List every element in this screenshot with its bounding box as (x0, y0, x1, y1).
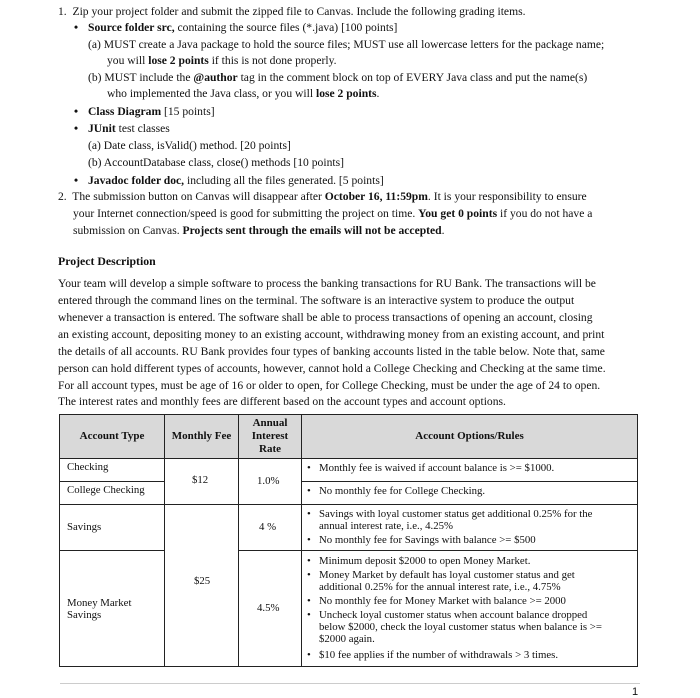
account-money-market-savings: Savings (67, 609, 102, 621)
text: The submission button on Canvas will disappear after (72, 190, 325, 203)
header-text: Interest (251, 430, 289, 442)
paragraph-line: For all account types, must be age of 16 or older to open, for College Checking, must be under the age of 24 to open. (58, 379, 601, 392)
text: if this is not done properly. (208, 54, 337, 67)
account-money-market: Money Market (67, 597, 132, 609)
header-text: Annual (252, 417, 288, 429)
footer-divider (60, 683, 640, 684)
class-diagram-rest: [15 points] (161, 105, 215, 118)
header-interest-rate (238, 414, 302, 459)
junit-item-a: (a) Date class, isValid() method. [20 points] (88, 139, 291, 152)
item-2-line1 (58, 189, 587, 204)
opt-savings-2: • No monthly fee for Savings with balance >= $500 (319, 534, 536, 547)
deadline: October 16, 11:59pm (324, 190, 428, 203)
paragraph-line: entered through the command lines on the terminal. The software is an interactive system to produce the output (58, 294, 575, 307)
bold-text: Projects sent through the emails will not be accepted (182, 224, 442, 237)
text: submission on Canvas. (73, 224, 183, 237)
opt-savings-1a: • Savings with loyal customer status get additional 0.25% for the (319, 508, 592, 521)
header-text: Rate (259, 443, 281, 455)
text: . (441, 224, 445, 237)
item-2-line2 (73, 206, 592, 221)
text: who implemented the Java class, or you will (107, 87, 316, 100)
paragraph-line: Your team will develop a simple software to process the banking transactions for RU Bank. The transactions will be (58, 277, 596, 290)
opt-savings-1b: annual interest rate, i.e., 4.25% (319, 520, 454, 532)
paragraph-line: whenever a transaction is entered. The software shall be able to process transactions of opening an account, closing (58, 311, 593, 324)
junit-label: JUnit (88, 122, 116, 135)
account-savings: Savings (67, 521, 102, 533)
account-checking: Checking (67, 461, 109, 473)
source-rule-a-line2 (107, 53, 337, 68)
source-rule-b-line2 (107, 86, 379, 101)
item-1-line (58, 4, 526, 19)
paragraph-line: an existing account, depositing money to an existing account, withdrawing money from an existing account, and print (58, 328, 605, 341)
text: (b) MUST include the (88, 71, 194, 84)
paragraph-line: The interest rates and monthly fees are different based on the account types and account options. (58, 395, 506, 408)
opt-mm-4b: below $2000, check the loyal customer status when balance is >= (319, 621, 602, 633)
item-number: 2. (58, 190, 67, 203)
account-college-checking: College Checking (67, 484, 145, 496)
opt-mm-2a: • Money Market by default has loyal customer status and get (319, 569, 575, 582)
fee-12: $12 (192, 474, 209, 486)
paragraph-line: the details of all accounts. RU Bank provides four types of banking accounts listed in the table below. Note that, same (58, 345, 605, 358)
text: your Internet connection/speed is good for submitting the project on time. (73, 207, 419, 220)
bullet-junit (88, 121, 170, 136)
item-2-line3 (73, 223, 445, 238)
bold-text: lose 2 points (315, 87, 377, 100)
junit-item-b: (b) AccountDatabase class, close() methods [10 points] (88, 156, 344, 169)
opt-college: • No monthly fee for College Checking. (319, 485, 485, 498)
text: . (376, 87, 380, 100)
bullet-source-folder (88, 20, 397, 35)
opt-mm-4c: $2000 again. (319, 633, 375, 645)
bullet-javadoc (88, 173, 384, 188)
junit-rest: test classes (115, 122, 170, 135)
rate-4: 4 % (259, 521, 277, 533)
item-text: Zip your project folder and submit the zipped file to Canvas. Include the following grading items. (72, 5, 526, 18)
opt-checking: • Monthly fee is waived if account balance is >= $1000. (319, 462, 554, 475)
bold-text: @author (193, 71, 238, 84)
opt-mm-3: • No monthly fee for Money Market with balance >= 2000 (319, 595, 566, 608)
javadoc-rest: including all the files generated. [5 points] (184, 174, 384, 187)
source-folder-label: Source folder src, (88, 21, 175, 34)
text: . It is your responsibility to ensure (427, 190, 587, 203)
source-folder-rest: containing the source files (*.java) [100 points] (174, 21, 398, 34)
text: tag in the comment block on top of EVERY Java class and put the name(s) (237, 71, 588, 84)
paragraph-line: person can hold different types of accounts, however, cannot hold a College Checking and Checking at the same time. (58, 362, 606, 375)
project-description-heading: Project Description (58, 254, 156, 268)
bold-text: lose 2 points (148, 54, 209, 67)
text: if you do not have a (497, 207, 593, 220)
class-diagram-label: Class Diagram (88, 105, 162, 118)
text: you will (107, 54, 149, 67)
source-rule-a-line1: (a) MUST create a Java package to hold the source files; MUST use all lowercase letters for the package name; (88, 38, 605, 51)
bullet-class-diagram (88, 104, 215, 119)
opt-mm-2b: additional 0.25% for the annual interest rate, i.e., 4.75% (319, 581, 561, 593)
fee-25: $25 (194, 575, 211, 587)
header-monthly-fee: Monthly Fee (164, 414, 239, 459)
rate-1: 1.0% (257, 475, 280, 487)
header-account-type: Account Type (59, 414, 165, 459)
opt-mm-4a: • Uncheck loyal customer status when account balance dropped (319, 609, 587, 622)
source-rule-b-line1 (88, 70, 587, 85)
account-table (59, 414, 638, 667)
rate-45: 4.5% (257, 602, 280, 614)
opt-mm-5: • $10 fee applies if the number of withdrawals > 3 times. (319, 649, 558, 662)
opt-mm-1: • Minimum deposit $2000 to open Money Market. (319, 555, 530, 568)
javadoc-label: Javadoc folder doc, (88, 174, 185, 187)
page-number: 1 (632, 686, 639, 698)
item-number: 1. (58, 5, 67, 18)
bold-text: You get 0 points (418, 207, 498, 220)
header-options: Account Options/Rules (301, 414, 638, 459)
